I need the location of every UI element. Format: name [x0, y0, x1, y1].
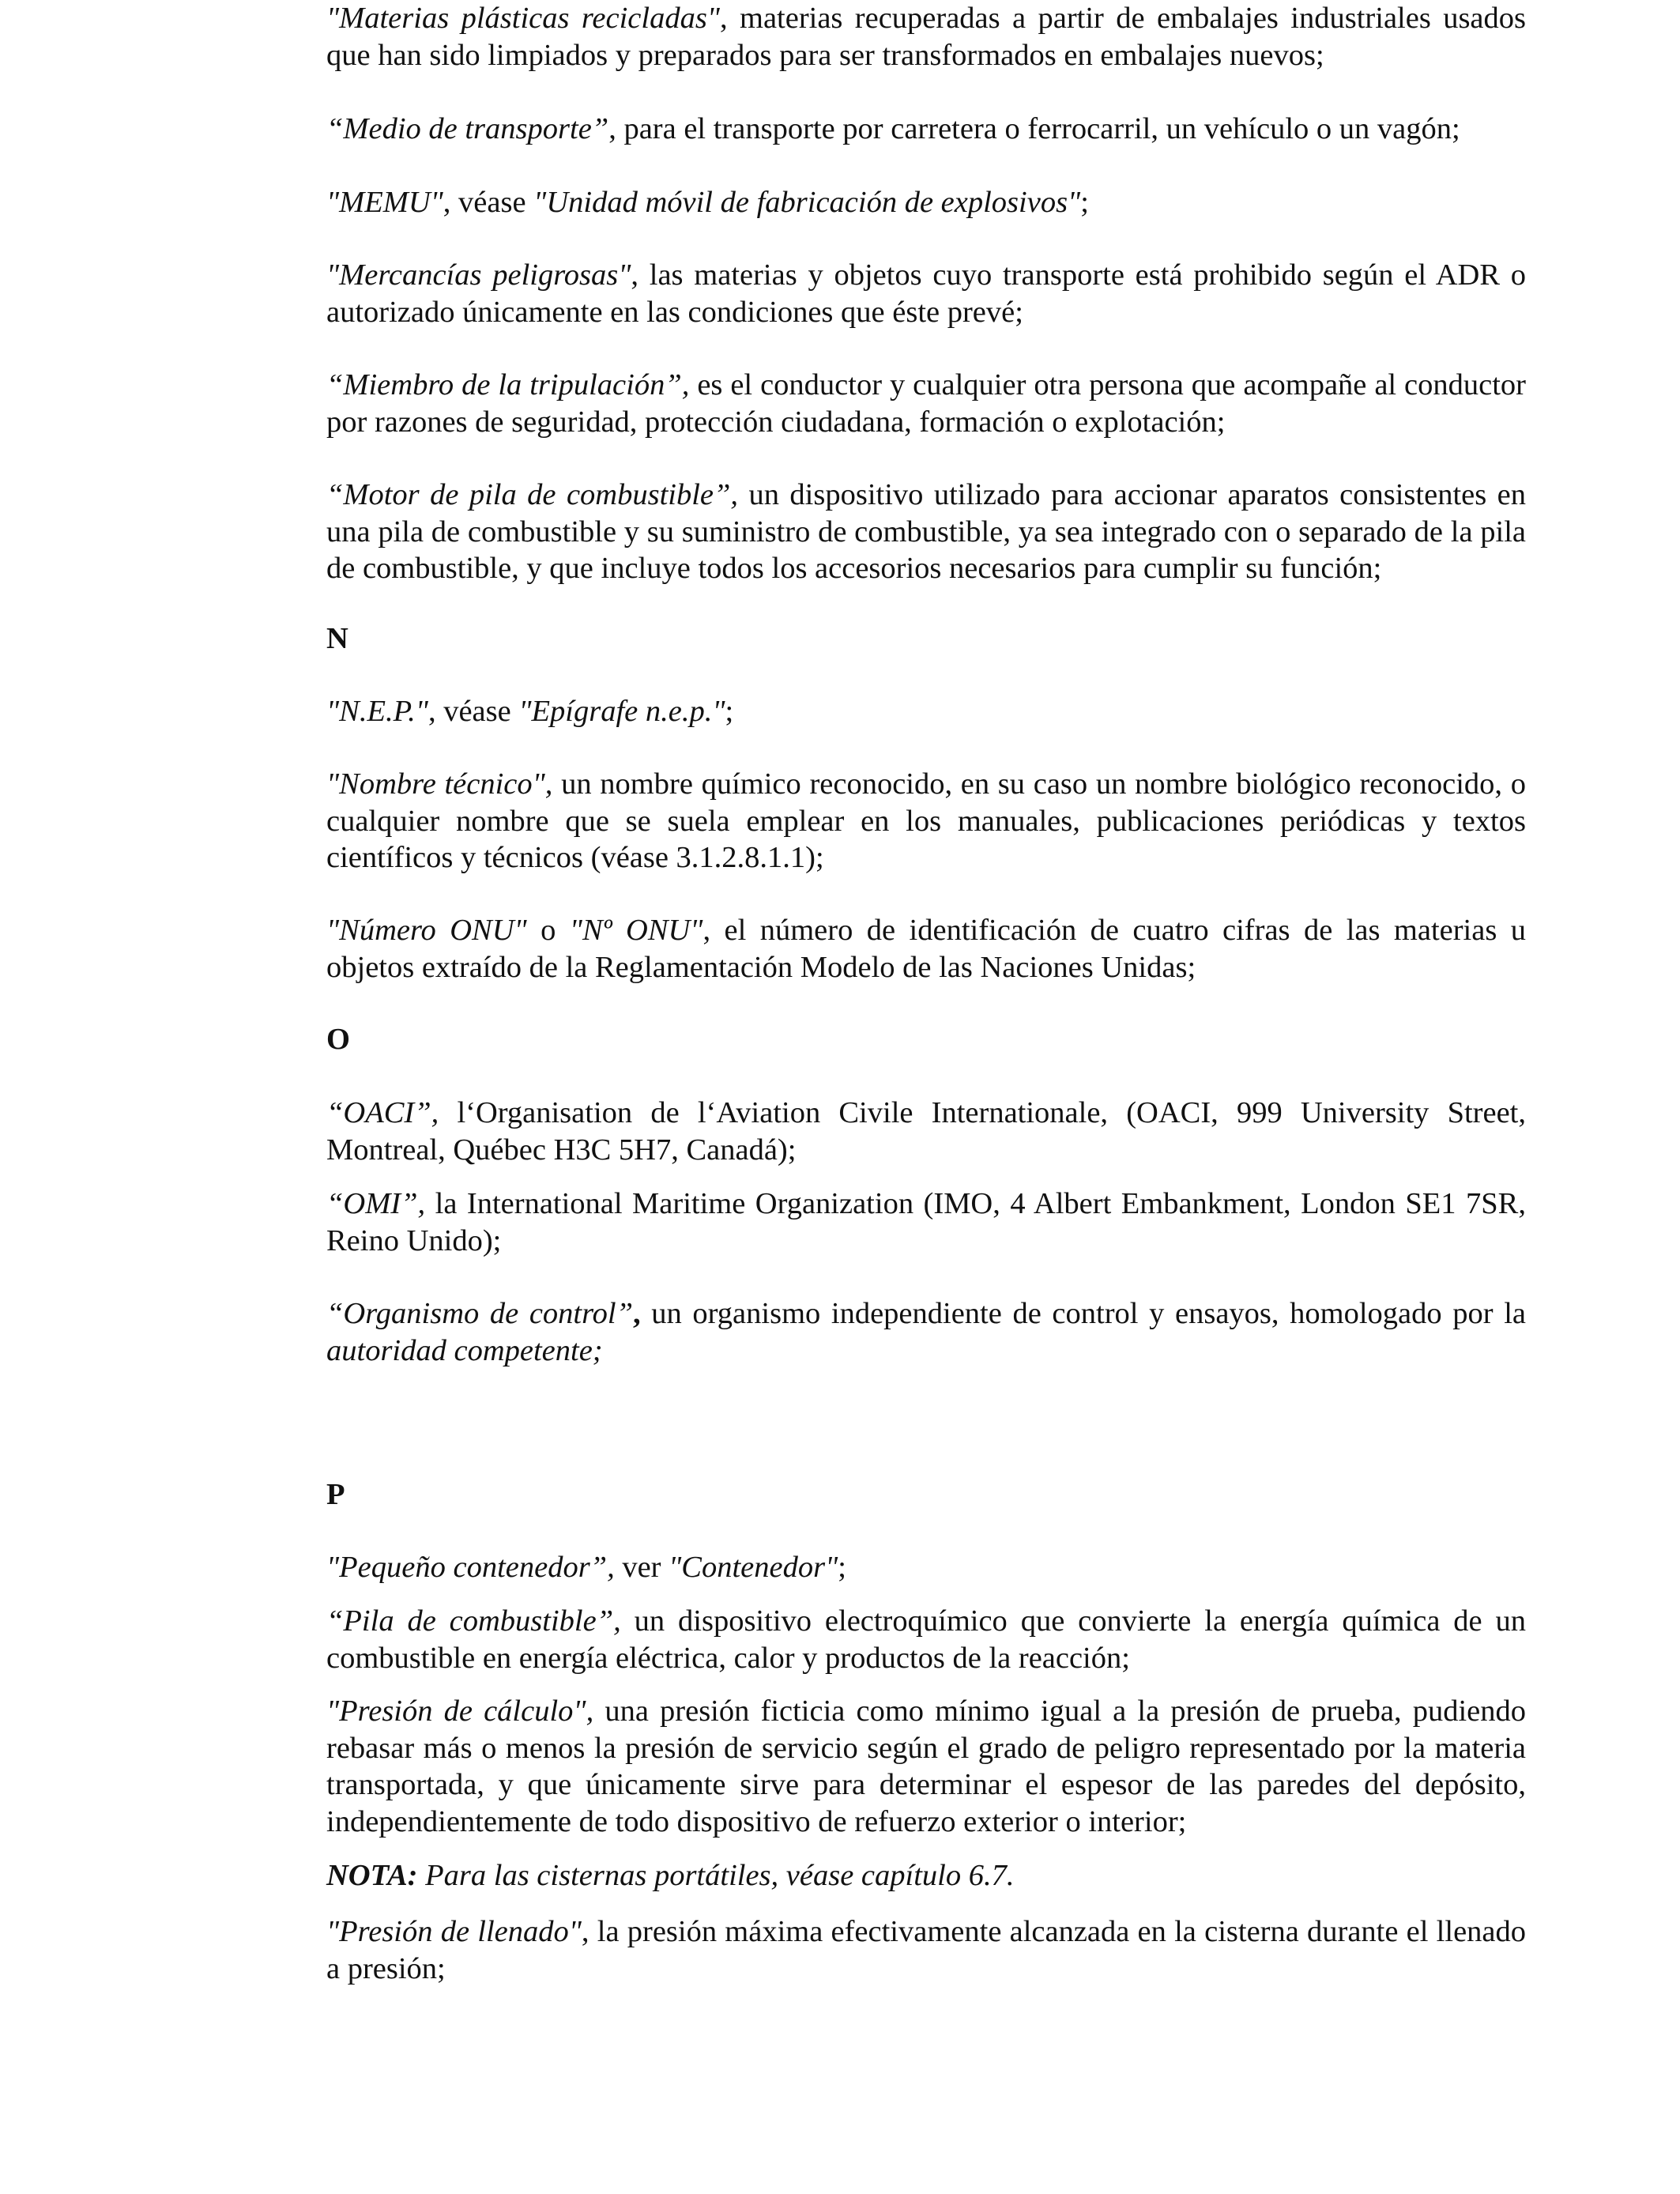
definition-oaci — [326, 1095, 1526, 1168]
punctuation: ; — [838, 1551, 846, 1584]
note-text: Para las cisternas portátiles, véase capítulo 6.7. — [417, 1859, 1015, 1892]
term: "Número ONU" — [326, 914, 527, 947]
cross-reference: "Epígrafe n.e.p." — [518, 695, 725, 728]
definition-text: , véase — [428, 695, 519, 728]
cross-reference: "Contenedor" — [669, 1551, 838, 1584]
term: "Presión de llenado" — [326, 1915, 582, 1948]
definition-text: una presión ficticia como mínimo igual a la presión de prueba, pudiendo rebasar más o menos la presión de servicio según el grado de peligro representado por la materia transportada, y que únicamente sirve para determinar el espesor de las paredes del depósito, independientemente de todo dispositivo de refuerzo exterior o interior; — [326, 1695, 1526, 1838]
punctuation: ; — [1080, 186, 1089, 219]
definition-organismo-de-control — [326, 1295, 1526, 1369]
section-letter-p: P — [326, 1478, 345, 1511]
definition-text: , las materias y objetos cuyo transporte está prohibido según el ADR o autorizado únicamente en las condiciones que éste prevé; — [326, 258, 1526, 329]
term: "Mercancías peligrosas" — [326, 258, 631, 292]
cross-reference: "Nº ONU" — [569, 914, 703, 947]
definition-nep — [326, 693, 1526, 730]
punctuation: , — [633, 1297, 641, 1330]
definition-presion-de-calculo — [326, 1693, 1526, 1840]
term: “OMI”, — [326, 1187, 426, 1220]
section-letter-o: O — [326, 1023, 350, 1056]
definition-medio-de-transporte — [326, 111, 1526, 148]
term: “OACI”, — [326, 1096, 439, 1129]
definition-mercancias-peligrosas — [326, 257, 1526, 330]
definition-text: , véase — [443, 186, 534, 219]
definition-text: , para el transporte por carretera o ferrocarril, un vehículo o un vagón; — [608, 112, 1460, 145]
definition-text: un organismo independiente de control y ensayos, homologado por la — [640, 1297, 1526, 1330]
term: “Motor de pila de combustible”, — [326, 478, 739, 511]
definition-text: es el conductor y cualquier otra persona que acompañe al conductor por razones de seguridad, protección ciudadana, formación o explotación; — [326, 368, 1526, 439]
definition-text: , el número de identificación de cuatro cifras de las materias u objetos extraído de la Reglamentación Modelo de las Naciones Unidas; — [326, 914, 1526, 984]
definition-memu — [326, 184, 1526, 221]
term: "MEMU" — [326, 186, 443, 219]
term: “Organismo de control” — [326, 1297, 634, 1330]
cross-reference: "Unidad móvil de fabricación de explosivos" — [533, 186, 1081, 219]
note-label: NOTA: — [326, 1859, 418, 1892]
section-letter-n: N — [326, 622, 348, 655]
definition-text: la International Maritime Organization (IMO, 4 Albert Embankment, London SE1 7SR, Reino Unido); — [326, 1187, 1526, 1257]
definition-nombre-tecnico — [326, 766, 1526, 876]
definition-omi — [326, 1186, 1526, 1259]
definition-text: , la presión máxima efectivamente alcanzada en la cisterna durante el llenado a presión; — [326, 1915, 1526, 1985]
definition-materias-plasticas-recicladas — [326, 0, 1526, 74]
term: “Medio de transporte” — [326, 112, 609, 145]
punctuation: ; — [725, 695, 734, 728]
term: “Miembro de la tripulación”, — [326, 368, 690, 401]
definition-text: l‘Organisation de l‘Aviation Civile Internationale, (OACI, 999 University Street, Montreal, Québec H3C 5H7, Canadá); — [326, 1096, 1526, 1167]
definition-presion-de-llenado — [326, 1913, 1526, 1987]
term: "N.E.P." — [326, 695, 428, 728]
definition-pila-de-combustible — [326, 1603, 1526, 1676]
definition-numero-onu — [326, 912, 1526, 986]
term: "Materias plásticas recicladas" — [326, 2, 720, 35]
definition-text: o — [526, 914, 570, 947]
definition-pequeno-contenedor — [326, 1549, 1526, 1586]
definition-text: un dispositivo electroquímico que convierte la energía química de un combustible en energía eléctrica, calor y productos de la reacción; — [326, 1604, 1527, 1675]
definition-text: ver — [614, 1551, 669, 1584]
term: "Nombre técnico", — [326, 767, 553, 801]
definition-text: un nombre químico reconocido, en su caso un nombre biológico reconocido, o cualquier nombre que se suela emplear en los manuales, publicaciones periódicas y textos científicos y técnicos (véase 3.1.2.8.1.1); — [326, 767, 1526, 874]
definition-motor-de-pila-de-combustible — [326, 477, 1526, 587]
definition-miembro-de-la-tripulacion — [326, 367, 1526, 440]
definition-text: , materias recuperadas a partir de embalajes industriales usados que han sido limpiados y preparados para ser transformados en embalajes nuevos; — [326, 2, 1526, 72]
cross-reference: autoridad competente; — [326, 1333, 603, 1367]
definition-text: un dispositivo utilizado para accionar aparatos consistentes en una pila de combustible y su suministro de combustible, ya sea integrado con o separado de la pila de combustible, y que incluye todos los accesorios necesarios para cumplir su función; — [326, 478, 1526, 585]
term: "Presión de cálculo", — [326, 1695, 594, 1728]
term: "Pequeño contenedor”, — [326, 1551, 615, 1584]
term: “Pila de combustible”, — [326, 1604, 621, 1638]
note — [326, 1857, 1526, 1894]
